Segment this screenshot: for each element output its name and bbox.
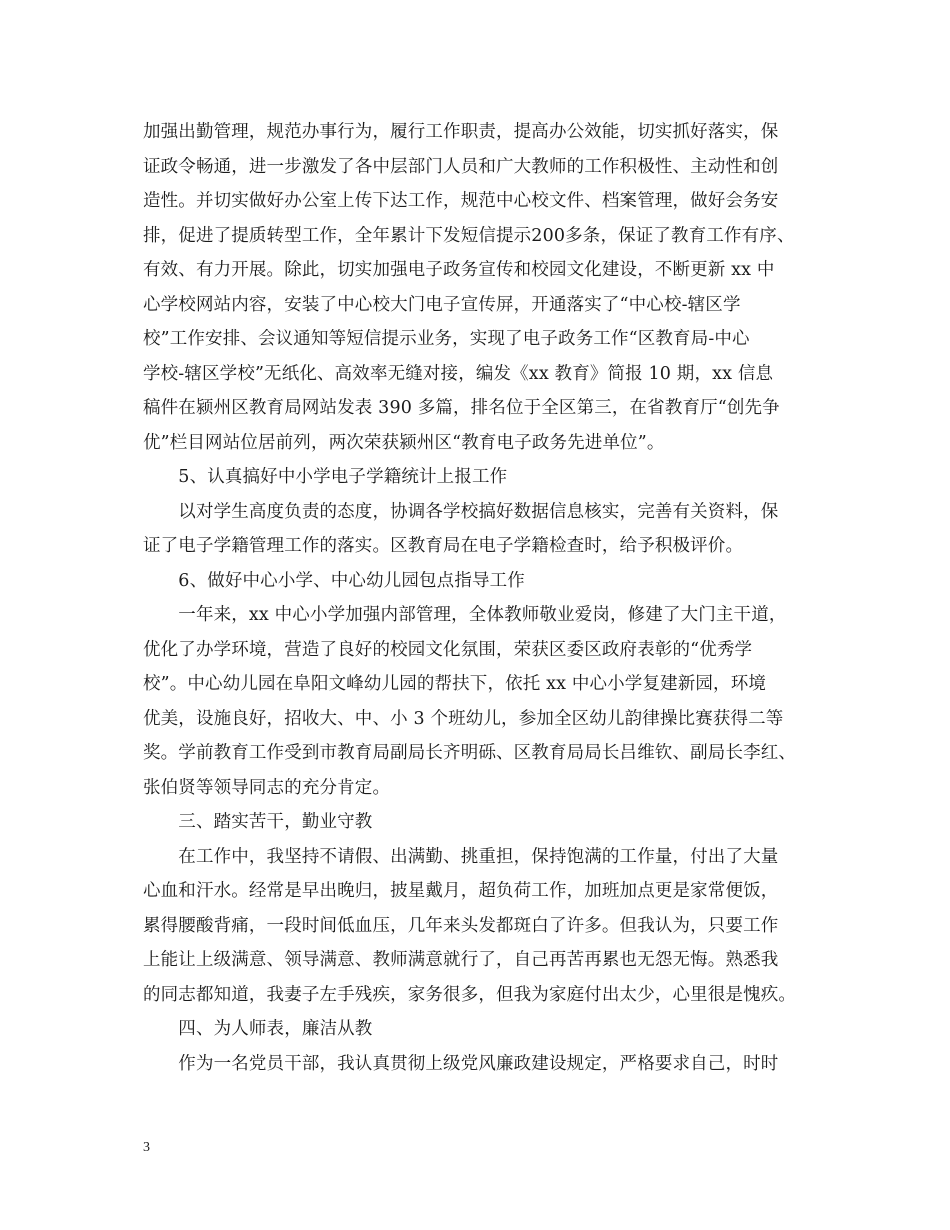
text-line: 心学校网站内容，安装了中心校大门电子宣传屏，开通落实了“中心校-辖区学 [143, 294, 741, 315]
text-line: 证政令畅通，进一步激发了各中层部门人员和广大教师的工作积极性、主动性和创 [143, 156, 779, 177]
text-line: 优美，设施良好，招收大、中、小 3 个班幼儿，参加全区幼儿韵律操比赛获得二等 [143, 708, 784, 729]
text-line: 造性。并切实做好办公室上传下达工作，规范中心校文件、档案管理，做好会务安 [143, 191, 779, 211]
text-line: 的同志都知道，我妻子左手残疾，家务很多，但我为家庭付出太少，心里很是愧疚。 [143, 984, 797, 1005]
text-line: 校”工作安排、会议通知等短信提示业务，实现了电子政务工作“区教育局-中心 [143, 329, 750, 349]
text-line: 三、踏实苦干，勤业守教 [143, 812, 373, 832]
text-line: 一年来，xx 中心小学加强内部管理，全体教师敬业爱岗，修建了大门主干道， [143, 605, 787, 625]
text-line: 累得腰酸背痛，一段时间低血压，几年来头发都斑白了许多。但我认为，只要工作 [143, 915, 779, 936]
text-line: 有效、有力开展。除此，切实加强电子政务宣传和校园文化建设，不断更新 xx 中 [143, 260, 775, 280]
text-line: 心血和汗水。经常是早出晚归，披星戴月，超负荷工作，加班加点更是家常便饭， [143, 881, 779, 901]
text-line: 以对学生高度负责的态度，协调各学校搞好数据信息核实，完善有关资料，保 [143, 501, 779, 522]
text-line: 校”。中心幼儿园在阜阳文峰幼儿园的帮扶下，依托 xx 中心小学复建新园，环境 [143, 674, 767, 694]
text-line: 上能让上级满意、领导满意、教师满意就行了，自己再苦再累也无怨无悔。熟悉我 [143, 950, 779, 970]
body-text [143, 115, 823, 1081]
text-line: 6、做好中心小学、中心幼儿园包点指导工作 [143, 570, 525, 591]
text-line: 证了电子学籍管理工作的落实。区教育局在电子学籍检查时，给予积极评价。 [143, 536, 744, 556]
text-line: 5、认真搞好中小学电子学籍统计上报工作 [143, 467, 508, 487]
text-line: 优化了办学环境，营造了良好的校园文化氛围，荣获区委区政府表彰的“优秀学 [143, 639, 753, 660]
text-line: 排，促进了提质转型工作，全年累计下发短信提示200多条，保证了教育工作有序、 [143, 225, 795, 246]
text-line: 稿件在颍州区教育局网站发表 390 多篇，排名位于全区第三，在省教育厅“创先争 [143, 398, 780, 418]
text-line: 加强出勤管理，规范办事行为，履行工作职责，提高办公效能，切实抓好落实，保 [143, 122, 779, 142]
text-line: 在工作中，我坚持不请假、出满勤、挑重担，保持饱满的工作量，付出了大量 [143, 846, 779, 867]
page-number: 3 [143, 1140, 150, 1155]
text-line: 四、为人师表，廉洁从教 [143, 1019, 373, 1039]
text-line: 奖。学前教育工作受到市教育局副局长齐明砾、区教育局局长吕维钦、副局长李红、 [143, 743, 797, 763]
text-line: 优”栏目网站位居前列，两次荣获颍州区“教育电子政务先进单位”。 [143, 432, 665, 453]
text-line: 作为一名党员干部，我认真贯彻上级党风廉政建设规定，严格要求自己，时时 [143, 1053, 779, 1074]
text-line: 张伯贤等领导同志的充分肯定。 [143, 777, 391, 798]
text-line: 学校-辖区学校”无纸化、高效率无缝对接，编发《xx 教育》简报 10 期，xx 信息 [143, 363, 774, 384]
